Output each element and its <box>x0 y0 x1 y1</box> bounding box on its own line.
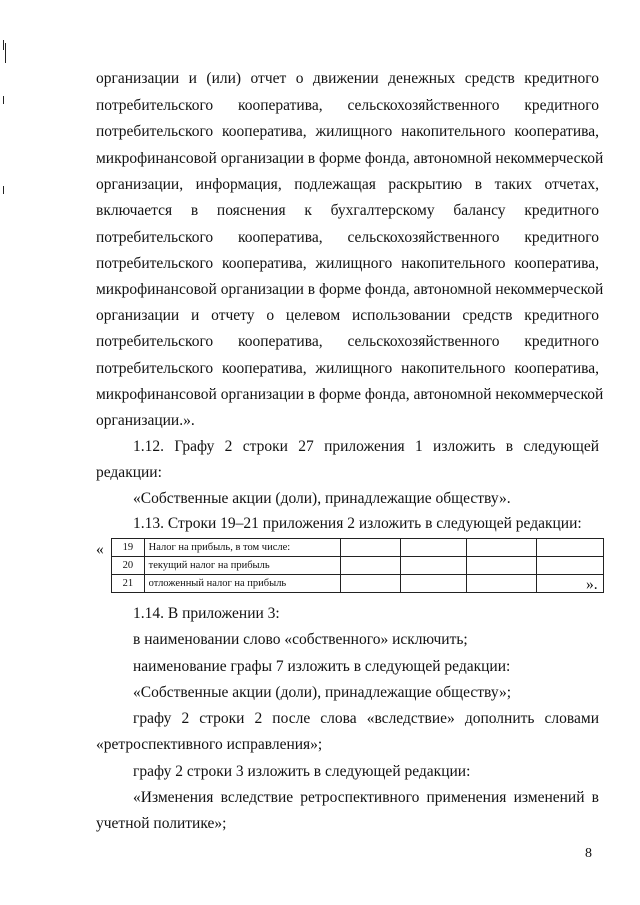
table-cell <box>340 539 400 557</box>
table-cell <box>400 575 467 593</box>
table-row <box>112 575 604 593</box>
table-cell <box>467 575 537 593</box>
row-name: отложенный налог на прибыль <box>144 575 340 593</box>
amendment-table <box>111 538 604 593</box>
text-line: «ретроспективного исправления»; <box>96 736 323 753</box>
text-line: включается в пояснения к бухгалтерскому балансу кредитного <box>96 202 599 219</box>
text-line: «Собственные акции (доли), принадлежащие обществу»; <box>133 684 512 701</box>
text-line: редакции: <box>96 464 162 481</box>
table-quote-open: « <box>96 541 104 558</box>
row-number: 19 <box>112 539 145 557</box>
table-cell <box>400 539 467 557</box>
paragraph-1-13: 1.13. Строки 19–21 приложения 2 изложить в следующей редакции: <box>133 515 582 532</box>
table-cell <box>467 557 537 575</box>
text-line: потребительского кооператива, жилищного накопительного кооператива, <box>96 360 599 377</box>
row-number: 21 <box>112 575 145 593</box>
text-line: микрофинансовой организации в форме фонда, автономной некоммерческой <box>96 150 604 167</box>
table-cell <box>467 539 537 557</box>
text-line: «Изменения вследствие ретроспективного применения изменений в <box>133 789 599 806</box>
text-line: потребительского кооператива, сельскохозяйственного кредитного <box>96 229 599 246</box>
text-line: в наименовании слово «собственного» исключить; <box>133 631 468 648</box>
table-cell <box>340 575 400 593</box>
table-quote-close: ». <box>586 576 598 593</box>
text-line: микрофинансовой организации в форме фонда, автономной некоммерческой <box>96 281 604 298</box>
paragraph-1-12: 1.12. Графу 2 строки 27 приложения 1 изложить в следующей <box>133 438 599 455</box>
table-row <box>112 539 604 557</box>
text-line: потребительского кооператива, сельскохозяйственного кредитного <box>96 333 599 350</box>
text-line: наименование графы 7 изложить в следующей редакции: <box>133 658 511 675</box>
text-line: организации и (или) отчет о движении денежных средств кредитного <box>96 70 599 87</box>
text-line: потребительского кооператива, сельскохозяйственного кредитного <box>96 97 599 114</box>
margin-mark <box>3 186 4 194</box>
text-line: организации и отчету о целевом использовании средств кредитного <box>96 307 599 324</box>
text-line: учетной политике»; <box>96 815 227 832</box>
amendment-table-wrap <box>96 538 604 596</box>
table-cell <box>400 557 467 575</box>
table-row <box>112 557 604 575</box>
text-line: графу 2 строки 2 после слова «вследствие» дополнить словами <box>133 710 599 727</box>
table-cell <box>537 557 604 575</box>
paragraph-1-14: 1.14. В приложении 3: <box>133 605 280 622</box>
page-number: 8 <box>585 846 592 861</box>
text-line: микрофинансовой организации в форме фонда, автономной некоммерческой <box>96 386 604 403</box>
text-line: потребительского кооператива, жилищного накопительного кооператива, <box>96 255 599 272</box>
text-line: графу 2 строки 3 изложить в следующей редакции: <box>133 763 471 780</box>
text-line: потребительского кооператива, жилищного накопительного кооператива, <box>96 123 599 140</box>
table-cell <box>340 557 400 575</box>
margin-mark <box>5 43 6 63</box>
text-line: организации, информация, подлежащая раскрытию в таких отчетах, <box>96 176 599 193</box>
row-number: 20 <box>112 557 145 575</box>
row-name: Налог на прибыль, в том числе: <box>144 539 340 557</box>
text-line: организации.». <box>96 412 195 429</box>
text-line: «Собственные акции (доли), принадлежащие обществу». <box>133 490 511 507</box>
row-name: текущий налог на прибыль <box>144 557 340 575</box>
margin-mark <box>3 96 4 104</box>
table-cell <box>537 539 604 557</box>
